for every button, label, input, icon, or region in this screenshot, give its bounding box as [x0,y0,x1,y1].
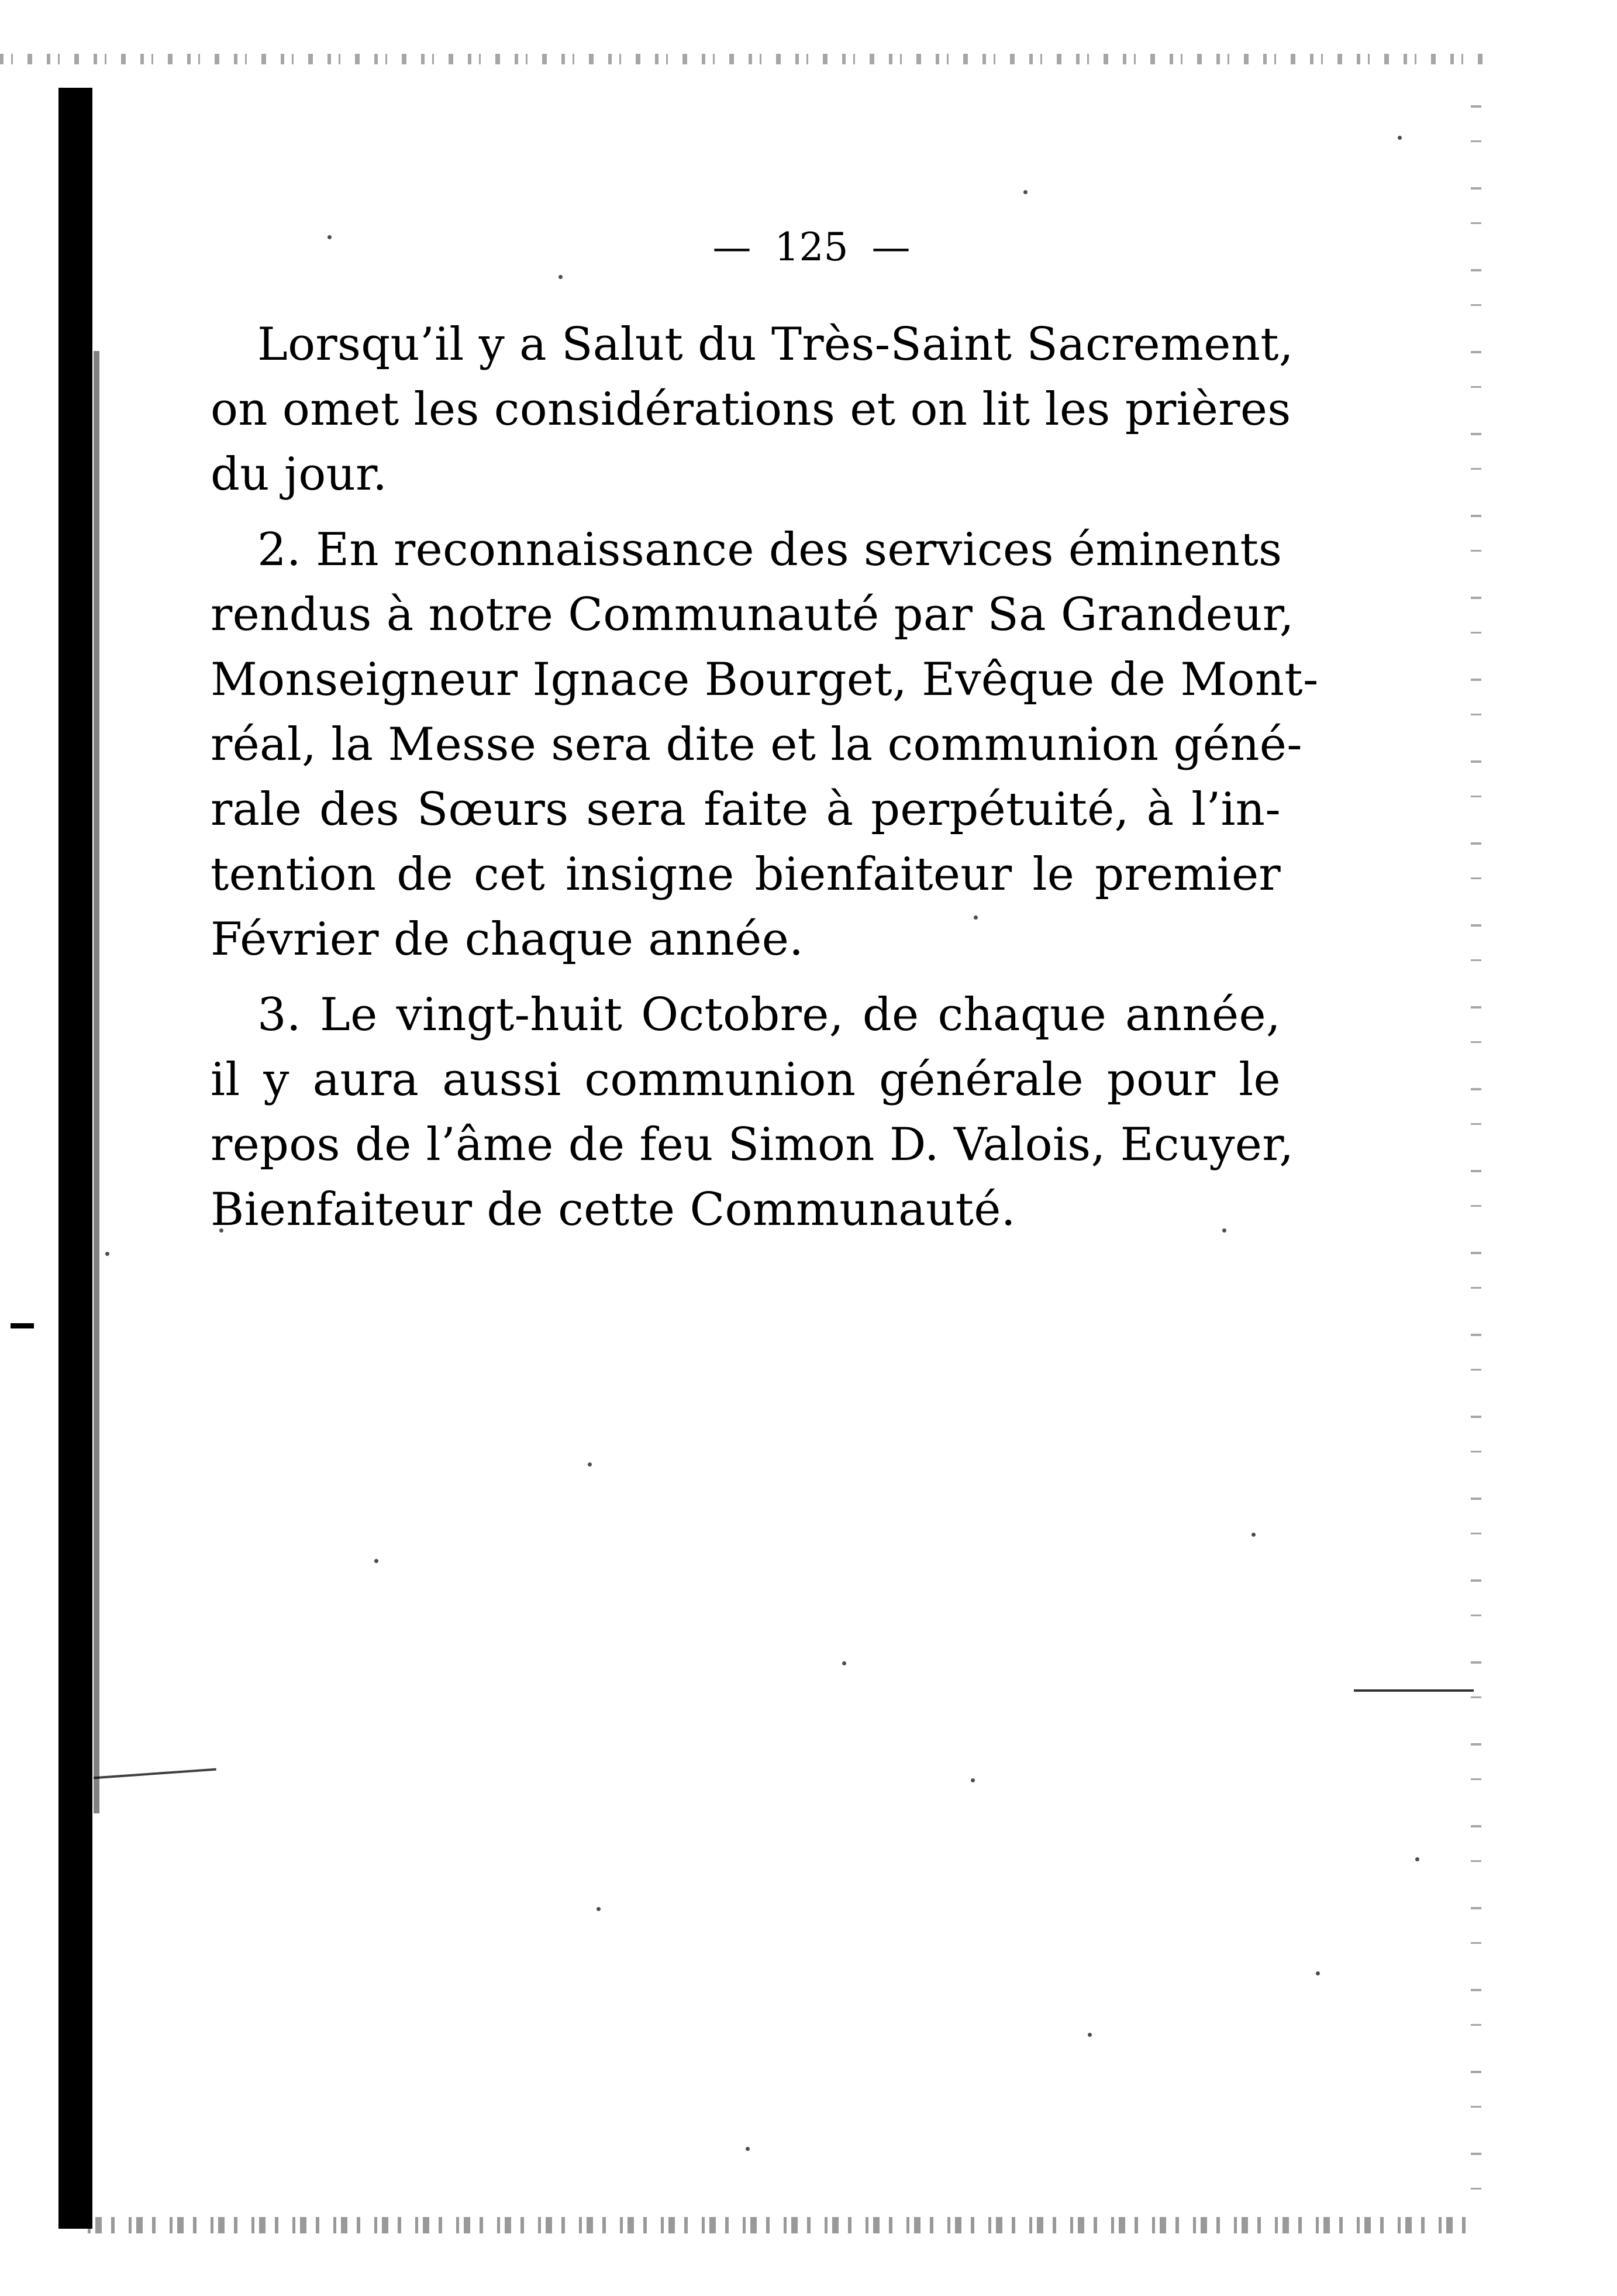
scan-noise-top [0,54,1497,64]
text-line: 3. Le vingt-huit Octobre, de chaque année, [257,989,1281,1041]
stray-rule-right [1354,1689,1474,1692]
page-number [0,221,1617,274]
scan-noise-right [1471,105,1481,2223]
dust-speck [971,1778,975,1782]
dust-speck [1088,2033,1092,2037]
scan-noise-bottom [88,2217,1474,2233]
dust-speck [1415,1857,1419,1861]
text-line: Février de chaque année. [211,913,804,966]
dust-speck [1023,190,1028,194]
text-line: on omet les considérations et on lit les prières [211,383,1291,436]
text-line: il y aura aussi communion générale pour le [211,1054,1281,1106]
stray-mark-left [11,1323,34,1328]
paragraph-article-2 [211,518,1319,972]
dust-speck [1398,136,1402,140]
page-number-dash-left: — [712,225,751,270]
paragraph-salut [211,312,1294,507]
text-line: 2. En reconnaissance des services éminents [257,524,1282,576]
dust-speck [1251,1533,1256,1537]
text-line: Monseigneur Ignace Bourget, Evêque de Mont- [211,653,1319,706]
dust-speck [597,1907,601,1911]
dust-speck [588,1462,592,1467]
page-number-dash-right: — [871,225,911,270]
text-line: réal, la Messe sera dite et la communion géné- [211,718,1302,771]
dust-speck [746,2147,750,2151]
text-line: du jour. [211,448,388,501]
text-line: rendus à notre Communauté par Sa Grandeur, [211,588,1294,641]
stray-rule-left [94,1768,216,1779]
dust-speck [374,1559,378,1563]
page-number-value: 125 [774,225,849,270]
book-binding-edge [58,88,92,2229]
dust-speck [558,275,563,279]
text-line: tention de cet insigne bienfaiteur le premier [211,848,1281,901]
paragraph-article-3 [211,983,1294,1242]
text-line: rale des Sœurs sera faite à perpétuité, à l’in- [211,783,1281,836]
text-line: repos de l’âme de feu Simon D. Valois, Ecuyer, [211,1118,1294,1171]
dust-speck [105,1252,109,1256]
binding-shadow [94,351,99,1813]
body-text [211,312,1319,1253]
dust-speck [842,1661,846,1665]
text-line: Bienfaiteur de cette Communauté. [211,1183,1016,1236]
dust-speck [1316,1971,1320,1975]
text-line: Lorsqu’il y a Salut du Très-Saint Sacrement, [257,318,1294,371]
